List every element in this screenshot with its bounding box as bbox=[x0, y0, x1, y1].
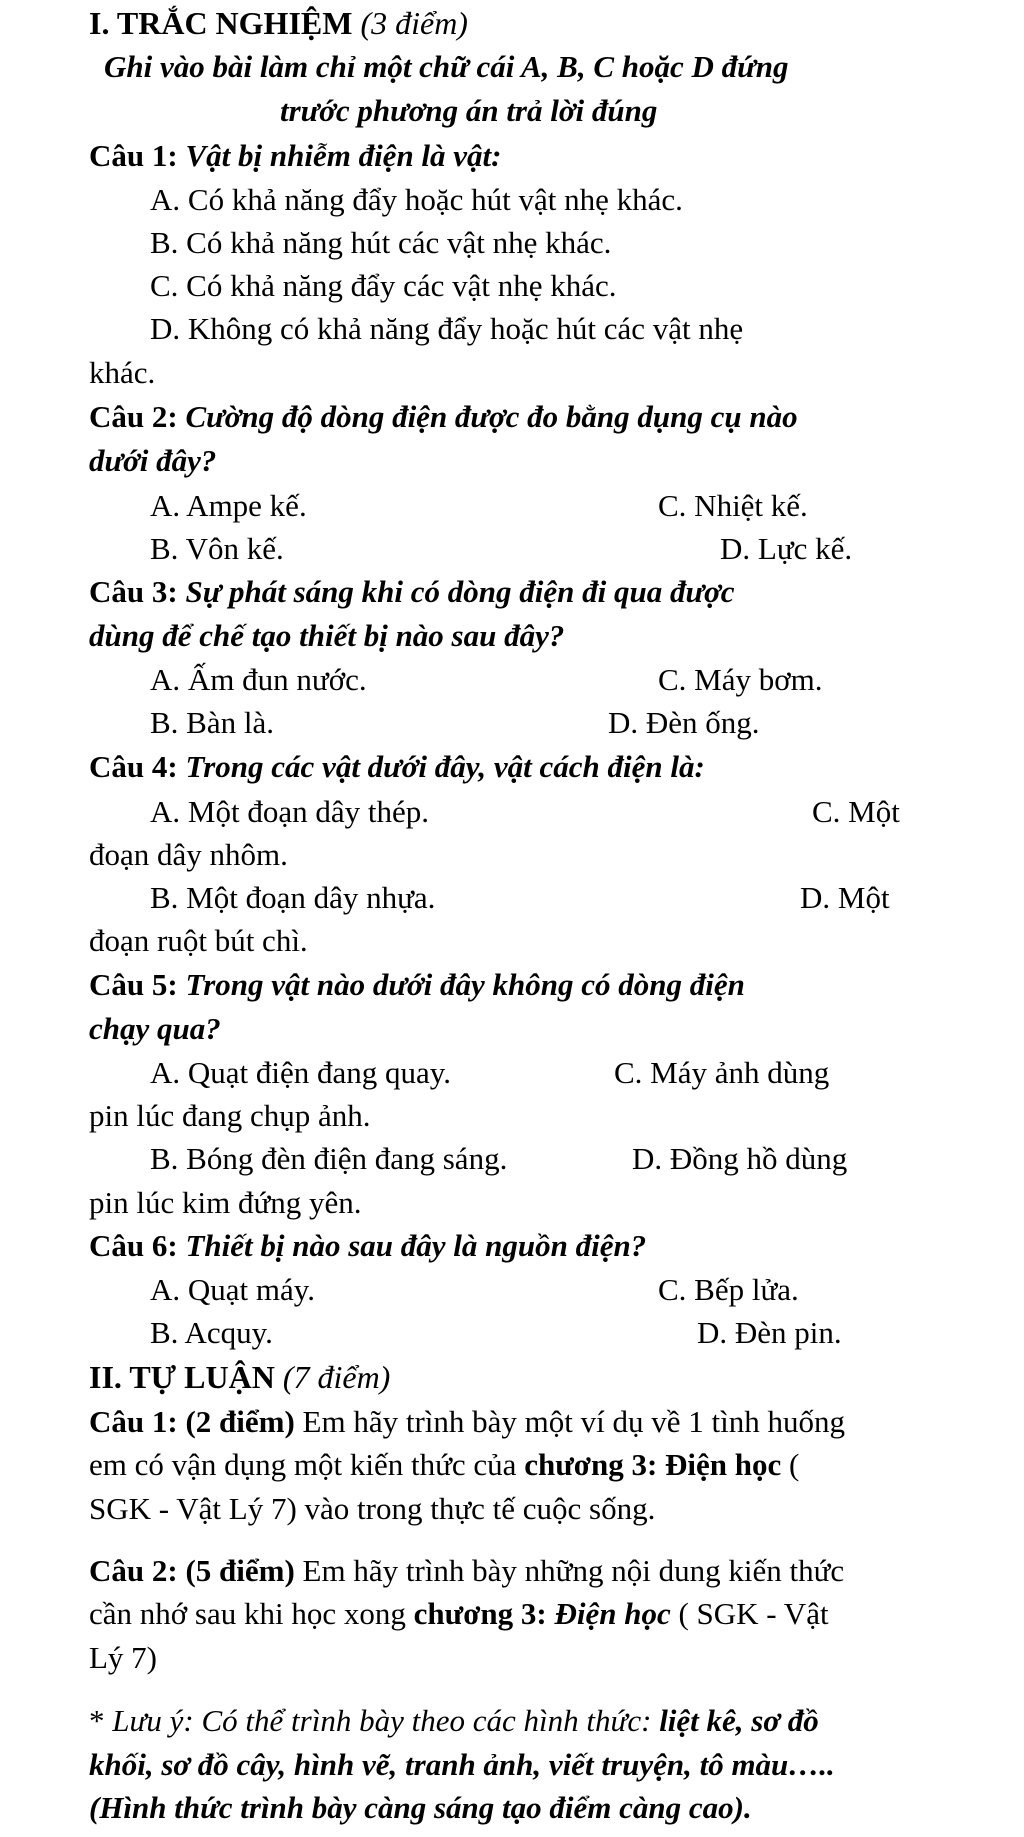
part1-points: (3 điểm) bbox=[360, 5, 468, 41]
e2-text2d: ( SGK - Vật bbox=[678, 1596, 829, 1631]
q3-text-line2: dùng để chế tạo thiết bị nào sau đây? bbox=[89, 618, 565, 653]
note-prefix: * bbox=[89, 1703, 113, 1738]
q5-option-d-cont: pin lúc kim đứng yên. bbox=[89, 1185, 362, 1220]
e2-text2c: Điện học bbox=[554, 1596, 671, 1631]
q2-stem bbox=[89, 401, 798, 432]
part1-instruction-line2: trước phương án trả lời đúng bbox=[280, 93, 658, 128]
q4-text: Trong các vật dưới đây, vật cách điện là: bbox=[185, 749, 705, 784]
q1-option-b: B. Có khả năng hút các vật nhẹ khác. bbox=[150, 225, 612, 260]
q4-stem bbox=[89, 751, 705, 782]
q3-option-a: A. Ấm đun nước. bbox=[150, 662, 367, 697]
q2-text-line2: dưới đây? bbox=[89, 443, 217, 478]
e1-label: Câu 1: bbox=[89, 1404, 178, 1439]
q6-label: Câu 6: bbox=[89, 1228, 178, 1263]
note-line2: khối, sơ đồ cây, hình vẽ, tranh ảnh, viết truyện, tô màu….. bbox=[89, 1747, 835, 1782]
q1-label: Câu 1: bbox=[89, 138, 178, 173]
q4-option-d-cont: đoạn ruột bút chì. bbox=[89, 923, 308, 958]
e1-text2c: ( bbox=[789, 1447, 800, 1482]
q1-text: Vật bị nhiễm điện là vật: bbox=[185, 138, 502, 173]
e2-label: Câu 2: bbox=[89, 1553, 178, 1588]
q2-label: Câu 2: bbox=[89, 399, 178, 434]
note-line3: (Hình thức trình bày càng sáng tạo điểm càng cao). bbox=[89, 1790, 752, 1825]
note-lead: Lưu ý: Có thể trình bày theo các hình thức: bbox=[112, 1703, 652, 1738]
e2-points: (5 điểm) bbox=[185, 1553, 295, 1588]
q1-option-d-cont: khác. bbox=[89, 355, 156, 390]
e1-text2b: chương 3: Điện học bbox=[524, 1447, 782, 1482]
e1-text1: Em hãy trình bày một ví dụ về 1 tình huống bbox=[302, 1404, 845, 1439]
q5-label: Câu 5: bbox=[89, 967, 178, 1002]
q2-text-line1: Cường độ dòng điện được đo bằng dụng cụ nào bbox=[185, 399, 798, 434]
q1-option-c: C. Có khả năng đẩy các vật nhẹ khác. bbox=[150, 268, 617, 303]
q2-option-c: C. Nhiệt kế. bbox=[658, 488, 808, 523]
q1-option-a: A. Có khả năng đẩy hoặc hút vật nhẹ khác. bbox=[150, 182, 683, 217]
q5-option-c-cont: pin lúc đang chụp ảnh. bbox=[89, 1098, 371, 1133]
q5-text-line2: chạy qua? bbox=[89, 1011, 221, 1046]
q3-stem bbox=[89, 576, 734, 607]
q6-text: Thiết bị nào sau đây là nguồn điện? bbox=[185, 1228, 647, 1263]
q1-stem bbox=[89, 140, 502, 171]
part1-heading-line bbox=[89, 7, 468, 39]
q5-stem bbox=[89, 969, 745, 1000]
q2-option-d: D. Lực kế. bbox=[720, 531, 853, 566]
q3-option-c: C. Máy bơm. bbox=[658, 662, 823, 697]
q4-option-c: C. Một bbox=[812, 794, 900, 829]
e2-text2b: chương 3: bbox=[413, 1596, 547, 1631]
q6-option-c: C. Bếp lửa. bbox=[658, 1272, 799, 1307]
part1-heading: I. TRẮC NGHIỆM bbox=[89, 5, 353, 41]
q6-stem bbox=[89, 1230, 646, 1261]
q3-option-d: D. Đèn ống. bbox=[608, 705, 760, 740]
note-bold1: liệt kê, sơ đồ bbox=[659, 1703, 819, 1738]
q6-option-b: B. Acquy. bbox=[150, 1315, 273, 1350]
e2-text2a: cần nhớ sau khi học xong bbox=[89, 1596, 406, 1631]
q4-option-a: A. Một đoạn dây thép. bbox=[150, 794, 429, 829]
q3-option-b: B. Bàn là. bbox=[150, 705, 274, 740]
q4-label: Câu 4: bbox=[89, 749, 178, 784]
q6-option-a: A. Quạt máy. bbox=[150, 1272, 316, 1307]
q5-option-a: A. Quạt điện đang quay. bbox=[150, 1055, 452, 1090]
q6-option-d: D. Đèn pin. bbox=[697, 1315, 842, 1350]
e1-text2a: em có vận dụng một kiến thức của bbox=[89, 1447, 517, 1482]
q2-option-a: A. Ampe kế. bbox=[150, 488, 307, 523]
part2-points: (7 điểm) bbox=[282, 1359, 391, 1395]
q4-option-c-cont: đoạn dây nhôm. bbox=[89, 837, 288, 872]
e2-line1 bbox=[89, 1555, 844, 1586]
e1-line3: SGK - Vật Lý 7) vào trong thực tế cuộc sống. bbox=[89, 1491, 656, 1526]
e2-line3: Lý 7) bbox=[89, 1640, 158, 1675]
part2-heading: II. TỰ LUẬN bbox=[89, 1359, 275, 1395]
part2-heading-line bbox=[89, 1361, 390, 1393]
e2-line2 bbox=[89, 1598, 829, 1629]
note-line1 bbox=[89, 1705, 819, 1736]
e1-points: (2 điểm) bbox=[185, 1404, 295, 1439]
q3-text-line1: Sự phát sáng khi có dòng điện đi qua được bbox=[185, 574, 735, 609]
q3-label: Câu 3: bbox=[89, 574, 178, 609]
q5-option-c: C. Máy ảnh dùng bbox=[614, 1055, 830, 1090]
e1-line2 bbox=[89, 1449, 799, 1480]
e2-text1: Em hãy trình bày những nội dung kiến thức bbox=[302, 1553, 845, 1588]
part1-instruction-line1: Ghi vào bài làm chỉ một chữ cái A, B, C hoặc D đứng bbox=[104, 49, 789, 84]
q5-text-a: Trong vật nào dưới đây bbox=[185, 967, 485, 1002]
q5-option-b: B. Bóng đèn điện đang sáng. bbox=[150, 1141, 508, 1176]
q1-option-d: D. Không có khả năng đẩy hoặc hút các vật nhẹ bbox=[150, 311, 744, 346]
q2-option-b: B. Vôn kế. bbox=[150, 531, 284, 566]
q5-option-d: D. Đồng hồ dùng bbox=[632, 1141, 848, 1176]
q4-option-b: B. Một đoạn dây nhựa. bbox=[150, 880, 436, 915]
q4-option-d: D. Một bbox=[800, 880, 890, 915]
q5-text-bold: không có dòng điện bbox=[492, 967, 745, 1002]
e1-line1 bbox=[89, 1406, 845, 1437]
